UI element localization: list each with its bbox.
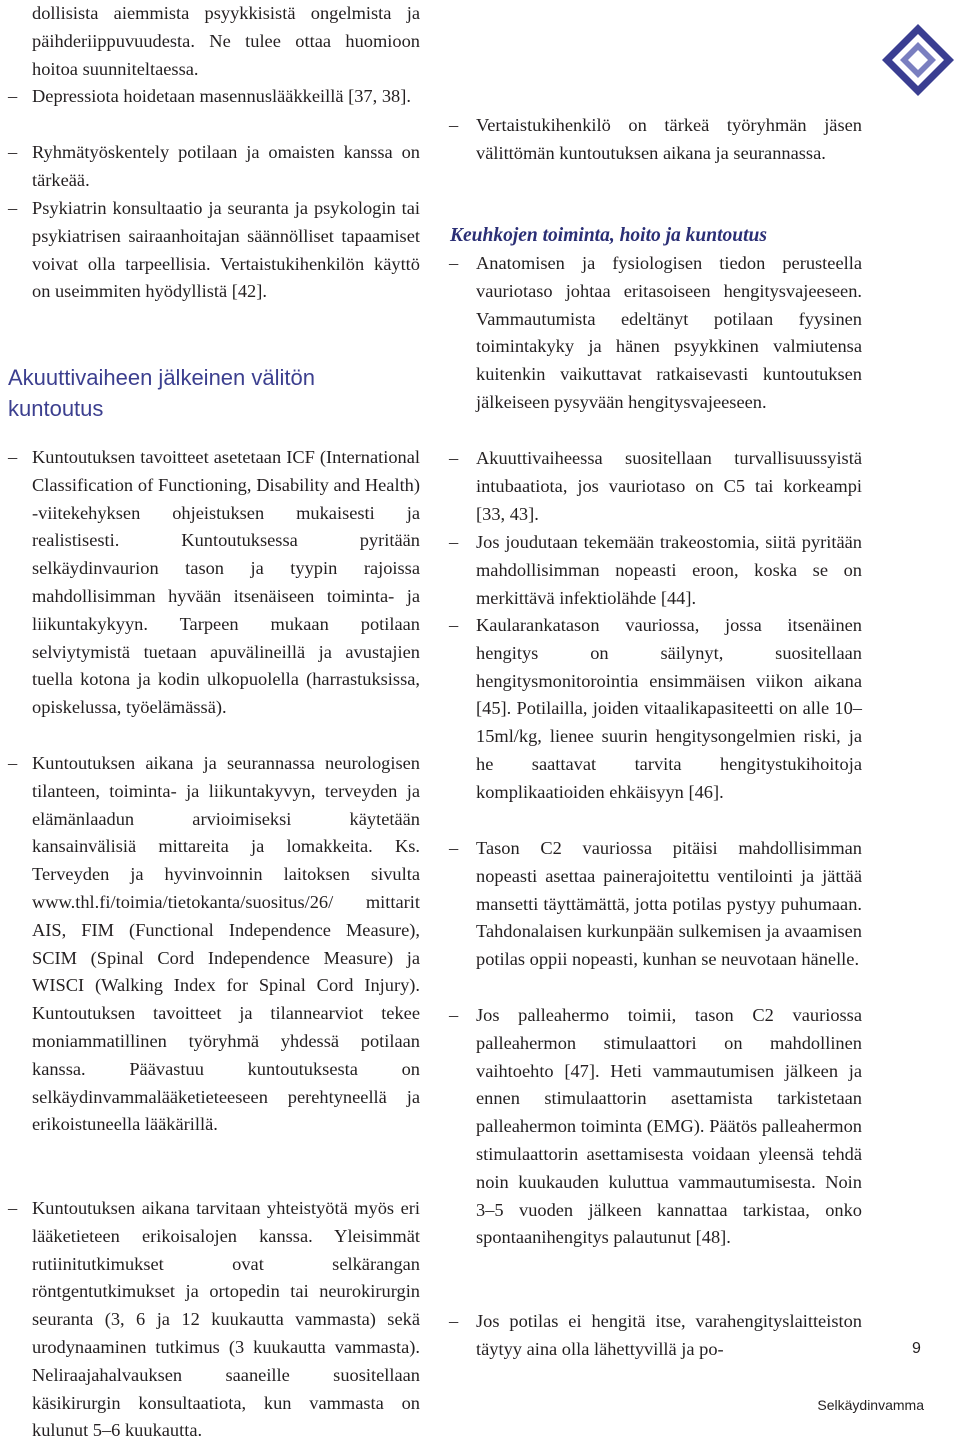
list-item: [449, 835, 862, 974]
list-item-text: Psykiatrin konsultaatio ja seuranta ja psykologin tai psykiatrisen sairaanhoitajan säännölliset tapaamiset voivat olla tarpeellisia. Vertaistukihenkilön käyttö on useimmiten hyödyllistä [42].: [32, 198, 420, 302]
dash-bullet: –: [449, 253, 459, 273]
lung-section-heading: Keuhkojen toiminta, hoito ja kuntoutus: [450, 225, 767, 246]
list-item: [449, 529, 862, 612]
list-item: [8, 444, 420, 722]
footer-title: Selkäydinvamma: [817, 1397, 924, 1413]
list-item: [449, 250, 862, 417]
list-item: [449, 445, 862, 528]
list-item-text: Kuntoutuksen aikana tarvitaan yhteistyötä myös eri lääketieteen erikoisalojen kanssa. Yleisimmät rutiinitutkimukset ovat selkärangan röntgentutkimukset ja ortopedin tai neurokirurgin seuranta (3, 6 ja 12 kuukautta vammasta) sekä urodynaaminen tutkimus (3 kuukautta vammasta). Neliraajahalvauksen saaneille suositellaan käsikirurgin konsultaatiota, kun vammasta on kulunut 5–6 kuukautta.: [32, 1198, 420, 1441]
list-item-text: Jos potilas ei hengitä itse, varahengityslaitteiston täytyy aina olla lähettyvillä ja po-: [476, 1311, 862, 1359]
list-item-text: Depressiota hoidetaan masennuslääkkeillä [37, 38].: [32, 86, 411, 106]
page-number: 9: [912, 1340, 921, 1357]
list-item: [8, 750, 420, 1139]
list-item: [8, 195, 420, 306]
list-item: [8, 139, 420, 195]
dash-bullet: –: [8, 86, 18, 106]
dash-bullet: –: [449, 115, 459, 135]
list-item: [8, 83, 420, 111]
dash-bullet: –: [449, 448, 459, 468]
dash-bullet: –: [8, 447, 18, 467]
dash-bullet: –: [449, 615, 459, 635]
list-item: [449, 112, 862, 168]
list-item-text: Tason C2 vauriossa pitäisi mahdollisimman nopeasti asettaa painerajoitettu ventilointi ja jättää mansetti täyttämättä, jotta potilas pystyy puhumaan. Tahdonalaisen kurkunpään sulkemisen ja avaamisen potilas oppii nopeasti, kunhan se neuvotaan hänelle.: [476, 838, 862, 970]
dash-bullet: –: [449, 1311, 459, 1331]
list-item-text: Jos palleahermo toimii, tason C2 vauriossa palleahermon stimulaattori on mahdollinen vaihtoehto [47]. Heti vammautumisen jälkeen ja ennen stimulaattorin asettamista tarkistetaan palleahermon toiminta (EMG). Päätös palleahermon stimulaattorin asettamisesta voidaan yleensä tehdä noin kuukauden kuluttua vammautumisesta. Noin 3–5 vuoden jälkeen kannattaa tarkistaa, onko spontaanihengitys palautunut [48].: [476, 1005, 862, 1248]
diamond-logo-icon: [880, 22, 956, 98]
list-item-text: Ryhmätyöskentely potilaan ja omaisten kanssa on tärkeää.: [32, 142, 420, 190]
list-item-text: Kuntoutuksen aikana ja seurannassa neurologisen tilanteen, toiminta- ja liikuntakyvyn, terveyden ja elämänlaadun arvioimiseksi käytetään kansainvälisiä mittareita ja lomakkeita. Ks. Terveyden ja hyvinvoinnin laitoksen sivulta www.thl.fi/toimia/tietokanta/suositus/26/ mittarit AIS, FIM (Functional Independence Measure), SCIM (Spinal Cord Independence Measure) ja WISCI (Walking Index for Spinal Cord Injury). Kuntoutuksen tavoitteet ja tilannearviot tekee moniammatillinen työryhmä yhdessä potilaan kanssa. Päävastuu kuntoutuksesta on selkäydinvammalääketieteeseen perehtyneellä ja erikoistuneella lääkärillä.: [32, 753, 420, 1135]
list-item-text: Jos joudutaan tekemään trakeostomia, siitä pyritään mahdollisimman nopeasti eroon, koska se on merkittävä infektiolähde [44].: [476, 532, 862, 608]
dash-bullet: –: [449, 838, 459, 858]
list-item: [449, 1002, 862, 1252]
dash-bullet: –: [449, 1005, 459, 1025]
list-item: [8, 1195, 420, 1445]
list-item: [449, 1308, 862, 1364]
list-item-text: Anatomisen ja fysiologisen tiedon perusteella vauriotaso johtaa eritasoiseen hengitysvajeeseen. Vammautumista edeltänyt potilaan fyysinen toimintakyky ja hänen psyykkinen valmiutensa kuitenkin vaikuttavat ratkaisevasti kuntoutuksen jälkeiseen pysyvään hengitysvajeeseen.: [476, 253, 862, 412]
dash-bullet: –: [449, 532, 459, 552]
dash-bullet: –: [8, 142, 18, 162]
dash-bullet: –: [8, 198, 18, 218]
list-item-text: Kaularankatason vauriossa, jossa itsenäinen hengitys on säilynyt, suositellaan hengitysmonitorointia ensimmäisen viikon aikana [45]. Potilailla, joiden vitaalikapasiteetti on alle 10–15ml/kg, lienee suurin hengitysongelmien riski, ja he saattavat tarvita hengitystukihoitoja komplikaatioiden ehkäisyyn [46].: [476, 615, 862, 802]
list-item-text: Kuntoutuksen tavoitteet asetetaan ICF (International Classification of Functioning, Disability and Health) -viitekehyksen ohjeistuksen mukaisesti ja realistisesti. Kuntoutuksessa pyritään selkäydinvaurion tason ja tyypin rajoissa mahdollisimman hyvään itsenäiseen toiminta- ja liikuntakykyyn. Tarpeen mukaan potilaan selviytymistä tuetaan apuvälineillä ja avustajien tuella kotona ja kodin ulkopuolella (harrastuksissa, opiskelussa, työelämässä).: [32, 447, 420, 718]
list-item-text: Akuuttivaiheessa suositellaan turvallisuussyistä intubaatiota, jos vauriotaso on C5 tai korkeampi [33, 43].: [476, 448, 862, 524]
dash-bullet: –: [8, 1198, 18, 1218]
list-item-text: Vertaistukihenkilö on tärkeä työryhmän jäsen välittömän kuntoutuksen aikana ja seurannassa.: [476, 115, 862, 163]
section-heading: Akuuttivaiheen jälkeinen välitön kuntoutus: [8, 365, 315, 421]
list-item: [449, 612, 862, 807]
continuation-paragraph: dollisista aiemmista psyykkisistä ongelmista ja päihderiippuvuudesta. Ne tulee ottaa huomioon hoitoa suunniteltaessa.: [32, 3, 420, 79]
dash-bullet: –: [8, 753, 18, 773]
